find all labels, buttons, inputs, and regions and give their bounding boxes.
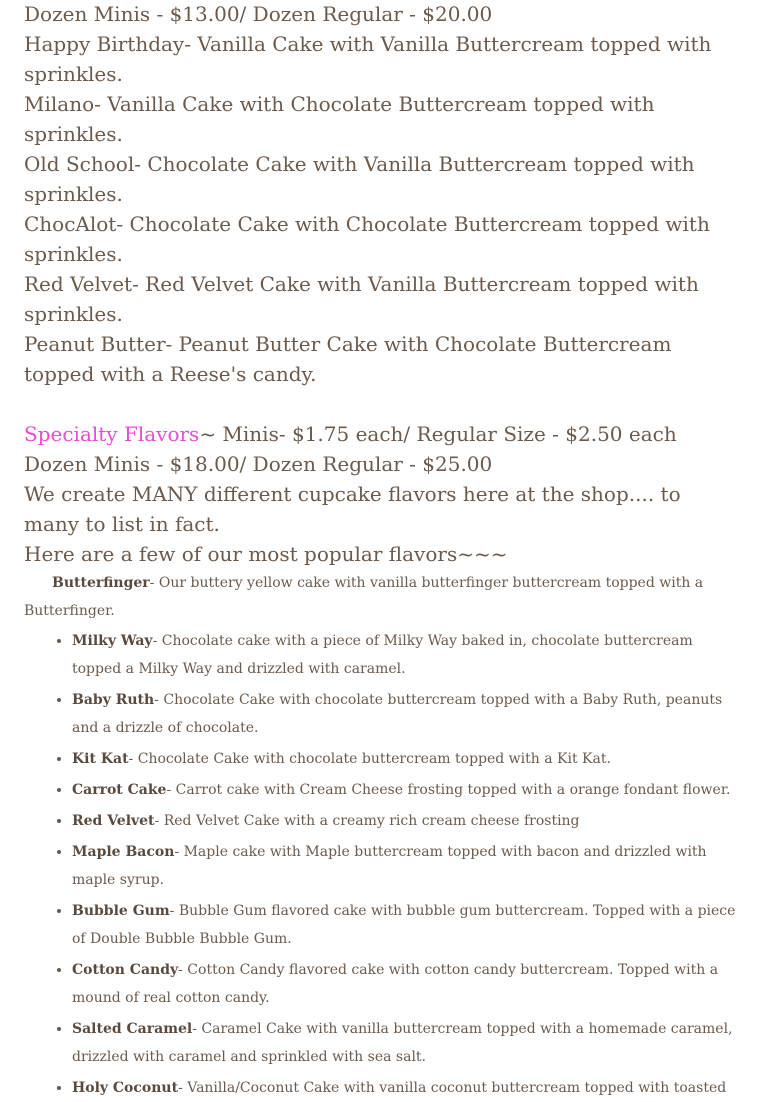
flavor-happy-birthday: Happy Birthday- Vanilla Cake with Vanilla Buttercream topped with sprinkles. <box>24 32 712 86</box>
flavor-name: Butterfinger <box>52 575 150 591</box>
list-item <box>72 686 742 742</box>
classic-flavors-section <box>24 0 742 389</box>
flavor-desc: - Vanilla/Coconut Cake with vanilla coconut buttercream topped with toasted <box>178 1080 727 1096</box>
specialty-dozen-prices: Dozen Minis - $18.00/ Dozen Regular - $25.00 <box>24 452 493 476</box>
list-item <box>72 745 742 773</box>
specialty-heading: Specialty Flavors <box>24 422 200 446</box>
specialty-intro: We create MANY different cupcake flavors here at the shop.... to many to list in fact. <box>24 482 681 536</box>
classic-dozen-prices: Dozen Minis - $13.00/ Dozen Regular - $20.00 <box>24 2 493 26</box>
flavor-desc: - Maple cake with Maple buttercream topped with bacon and drizzled with maple syrup. <box>72 844 707 888</box>
flavor-chocalot: ChocAlot- Chocolate Cake with Chocolate Buttercream topped with sprinkles. <box>24 212 710 266</box>
flavor-desc: - Bubble Gum flavored cake with bubble gum buttercream. Topped with a piece of Double Bubble Bubble Gum. <box>72 903 736 947</box>
flavor-name: Cotton Candy <box>72 962 179 978</box>
flavor-name: Baby Ruth <box>72 692 155 708</box>
flavor-name: Carrot Cake <box>72 782 167 798</box>
flavor-desc: - Chocolate Cake with chocolate buttercream topped with a Kit Kat. <box>128 751 611 767</box>
popular-heading: Here are a few of our most popular flavors~~~ <box>24 542 508 566</box>
flavor-milano: Milano- Vanilla Cake with Chocolate Buttercream topped with sprinkles. <box>24 92 655 146</box>
flavor-desc: - Chocolate Cake with chocolate buttercream topped with a Baby Ruth, peanuts and a drizzle of chocolate. <box>72 692 723 736</box>
specialty-single-prices: ~ Minis- $1.75 each/ Regular Size - $2.50 each <box>199 422 677 446</box>
list-item <box>72 627 742 683</box>
flavor-red-velvet: Red Velvet- Red Velvet Cake with Vanilla Buttercream topped with sprinkles. <box>24 272 699 326</box>
list-item <box>72 838 742 894</box>
flavor-name: Red Velvet <box>72 813 155 829</box>
flavor-desc: - Our buttery yellow cake with vanilla butterfinger buttercream topped with a Butterfinger. <box>24 575 704 619</box>
specialty-flavors-section <box>24 419 742 1102</box>
flavor-name: Bubble Gum <box>72 903 170 919</box>
section-spacer <box>24 389 742 419</box>
flavor-name: Salted Caramel <box>72 1021 193 1037</box>
flavor-old-school: Old School- Chocolate Cake with Vanilla Buttercream topped with sprinkles. <box>24 152 695 206</box>
flavor-desc: - Chocolate cake with a piece of Milky Way baked in, chocolate buttercream topped a Milky Way and drizzled with caramel. <box>72 633 693 677</box>
flavor-desc: - Carrot cake with Cream Cheese frosting topped with a orange fondant flower. <box>166 782 731 798</box>
flavor-butterfinger <box>24 569 742 625</box>
flavor-desc: - Caramel Cake with vanilla buttercream topped with a homemade caramel, drizzled with caramel and sprinkled with sea salt. <box>72 1021 733 1065</box>
list-item <box>72 776 742 804</box>
flavor-name: Milky Way <box>72 633 153 649</box>
flavor-name: Kit Kat <box>72 751 129 767</box>
flavor-desc: - Cotton Candy flavored cake with cotton candy buttercream. Topped with a mound of real cotton candy. <box>72 962 719 1006</box>
flavor-name: Maple Bacon <box>72 844 175 860</box>
specialty-price-line <box>24 419 742 449</box>
list-item <box>72 807 742 835</box>
specialty-flavor-list <box>24 627 742 1102</box>
list-item <box>72 956 742 1012</box>
flavor-name: Holy Coconut <box>72 1080 179 1096</box>
flavor-peanut-butter: Peanut Butter- Peanut Butter Cake with Chocolate Buttercream topped with a Reese's candy. <box>24 332 672 386</box>
list-item <box>72 1074 742 1102</box>
flavor-desc: - Red Velvet Cake with a creamy rich cream cheese frosting <box>154 813 580 829</box>
list-item <box>72 1015 742 1071</box>
list-item <box>72 897 742 953</box>
